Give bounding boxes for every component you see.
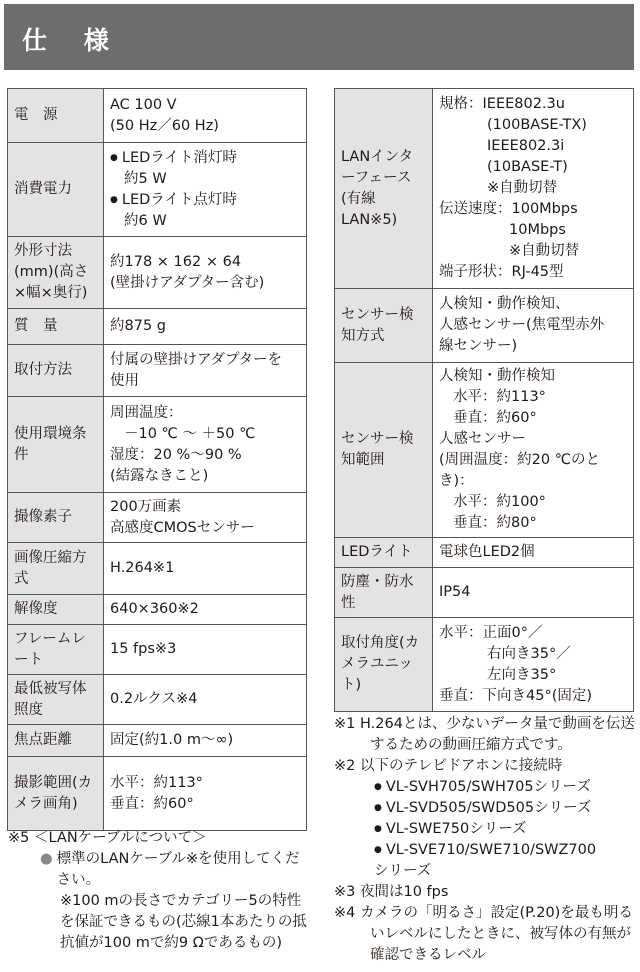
dimensions-value: 約178 × 162 × 64 (壁掛けアダプター含む) [104, 237, 307, 309]
led-label: LEDライト [335, 538, 433, 568]
dimensions-label: 外形寸法(mm)(高さ×幅×奥行) [8, 237, 104, 309]
resolution-label: 解像度 [8, 595, 104, 625]
footnote-2-item: ● VL-SWE750シリーズ [334, 819, 636, 840]
consumption-value: ● LEDライト消灯時 約5 W ● LEDライト点灯時 約6 W [104, 143, 307, 237]
note5-sub: ※100 mの長さでカテゴリー5の特性を保証できるもの(芯線1本あたりの抵抗値が100 mで約9 Ωであるもの) [60, 893, 307, 951]
lan-cable-note [8, 828, 308, 954]
waterproof-label: 防塵・防水性 [335, 568, 433, 618]
led-value: 電球色LED2個 [433, 538, 634, 568]
footnote-2-item: ● VL-SVH705/SWH705シリーズ [334, 777, 636, 798]
footnote-2-item: ● VL-SVE710/SWE710/SWZ700シリーズ [334, 840, 604, 882]
lan-value: 規格：IEEE802.3u (100BASE-TX) IEEE802.3i (10BASE-T) ※自動切替 伝送速度：100Mbps 10Mbps ※自動切替 端子形状：RJ-45型 [433, 89, 634, 289]
note5-bullet: 標準のLANケーブル※を使用してください。 [56, 851, 300, 888]
framerate-value: 15 fps※3 [104, 625, 307, 675]
env-label: 使用環境条件 [8, 397, 104, 493]
mass-value: 約875 g [104, 309, 307, 345]
sensor-value: 200万画素 高感度CMOSセンサー [104, 493, 307, 543]
compression-value: H.264※1 [104, 543, 307, 595]
sensor-method-value: 人検知・動作検知、 人感センサー(焦電型赤外 線センサー) [433, 289, 634, 363]
focus-label: 焦点距離 [8, 725, 104, 757]
illumination-value: 0.2ルクス※4 [104, 675, 307, 725]
mounting-label: 取付方法 [8, 345, 104, 397]
focus-value: 固定(約1.0 m～∞) [104, 725, 307, 757]
page-title: 仕 様 [22, 26, 123, 55]
range-label: 撮影範囲(カメラ画角) [8, 757, 104, 831]
angle-value: 水平：正面0°／ 右向き35°／ 左向き35° 垂直：下向き45°(固定) [433, 618, 634, 712]
consumption-label: 消費電力 [8, 143, 104, 237]
spec-table-left [7, 88, 307, 831]
compression-label: 画像圧縮方式 [8, 543, 104, 595]
mounting-value: 付属の壁掛けアダプターを 使用 [104, 345, 307, 397]
lan-label: LANインターフェース(有線LAN※5) [335, 89, 433, 289]
footnote-1: ※1 H.264とは、少ないデータ量で動画を伝送するための動画圧縮方式です。 [334, 716, 635, 753]
framerate-label: フレームレート [8, 625, 104, 675]
footnote-2: ※2 以下のテレビドアホンに接続時 [334, 758, 563, 774]
illumination-label: 最低被写体照度 [8, 675, 104, 725]
sensor-range-value: 人検知・動作検知 水平：約113° 垂直：約60° 人感センサー (周囲温度：約20 ℃のとき)： 水平：約100° 垂直：約80° [433, 363, 634, 538]
env-value: 周囲温度： －10 ℃ ～ ＋50 ℃ 湿度：20 %～90 % (結露なきこと) [104, 397, 307, 493]
sensor-label: 撮像素子 [8, 493, 104, 543]
power-value: AC 100 V (50 Hz／60 Hz) [104, 89, 307, 143]
note5-bullet-row [8, 849, 308, 891]
range-value: 水平：約113° 垂直：約60° [104, 757, 307, 831]
footnote-3: ※3 夜間は10 fps [334, 884, 449, 900]
section-header [4, 4, 634, 70]
footnotes [334, 714, 636, 966]
power-label: 電 源 [8, 89, 104, 143]
spec-table-right [334, 88, 634, 712]
sensor-method-label: センサー検知方式 [335, 289, 433, 363]
angle-label: 取付角度(カメラユニット) [335, 618, 433, 712]
waterproof-value: IP54 [433, 568, 634, 618]
sensor-range-label: センサー検知範囲 [335, 363, 433, 538]
resolution-value: 640×360※2 [104, 595, 307, 625]
footnote-2-item: ● VL-SVD505/SWD505シリーズ [334, 798, 636, 819]
mass-label: 質 量 [8, 309, 104, 345]
note5-heading: ※5 ＜LANケーブルについて＞ [8, 830, 207, 846]
bullet-icon: ● [40, 851, 53, 867]
footnote-4: ※4 カメラの「明るさ」設定(P.20)を最も明るいレベルにしたときに、被写体の有無が確認できるレベル [334, 905, 633, 963]
